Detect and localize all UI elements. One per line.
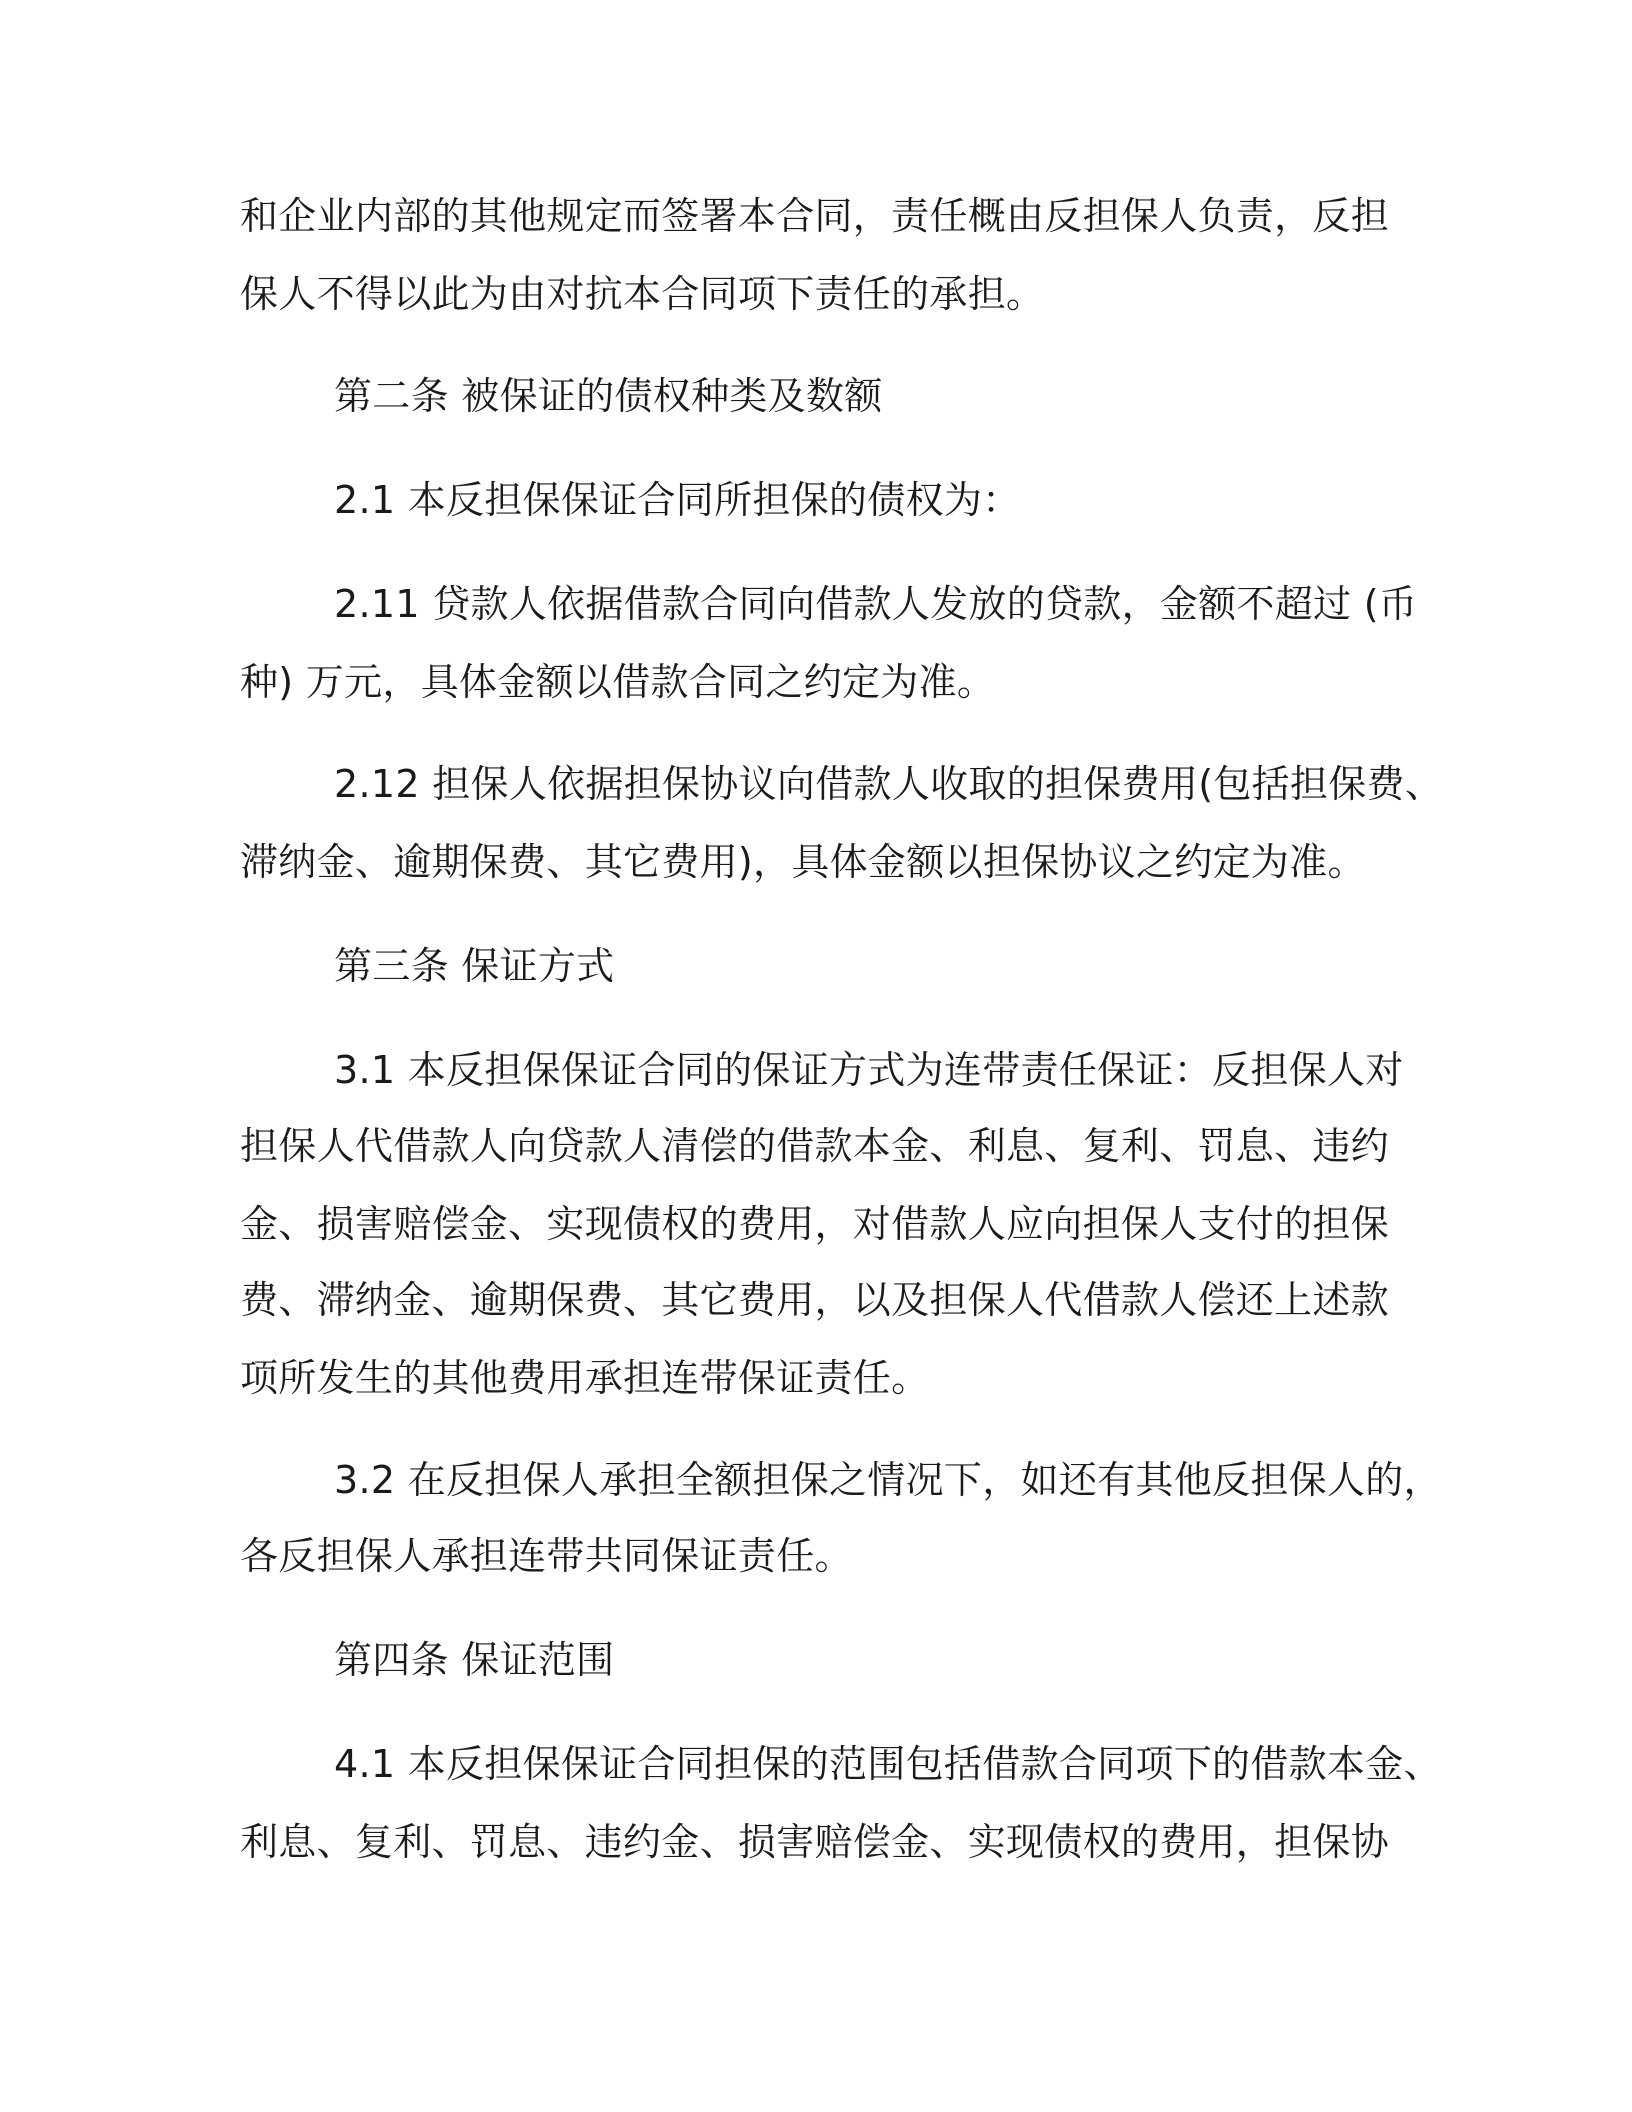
text-line: 各反担保人承担连带共同保证责任。: [240, 1534, 853, 1578]
text-line: 2.11 贷款人依据借款合同向借款人发放的贷款，金额不超过 (币: [334, 582, 1418, 626]
article-heading: 第四条 保证范围: [334, 1638, 615, 1682]
text-line: 3.1 本反担保保证合同的保证方式为连带责任保证：反担保人对: [334, 1048, 1404, 1092]
text-line: 4.1 本反担保保证合同担保的范围包括借款合同项下的借款本金、: [334, 1742, 1442, 1786]
text-line: 利息、复利、罚息、违约金、损害赔偿金、实现债权的费用，担保协: [240, 1820, 1390, 1864]
text-line: 3.2 在反担保人承担全额担保之情况下，如还有其他反担保人的，: [334, 1458, 1442, 1502]
text-line: 种) 万元，具体金额以借款合同之约定为准。: [240, 660, 996, 704]
text-line: 和企业内部的其他规定而签署本合同，责任概由反担保人负责，反担: [240, 194, 1390, 238]
text-line: 金、损害赔偿金、实现债权的费用，对借款人应向担保人支付的担保: [240, 1202, 1390, 1246]
text-line: 费、滞纳金、逾期保费、其它费用，以及担保人代借款人偿还上述款: [240, 1278, 1390, 1322]
text-line: 滞纳金、逾期保费、其它费用)，具体金额以担保协议之约定为准。: [240, 840, 1366, 884]
text-line: 项所发生的其他费用承担连带保证责任。: [240, 1356, 930, 1400]
text-line: 2.1 本反担保保证合同所担保的债权为：: [334, 478, 1021, 522]
text-line: 2.12 担保人依据担保协议向借款人收取的担保费用(包括担保费、: [334, 762, 1444, 806]
article-heading: 第三条 保证方式: [334, 944, 615, 988]
text-line: 保人不得以此为由对抗本合同项下责任的承担。: [240, 272, 1045, 316]
article-heading: 第二条 被保证的债权种类及数额: [334, 374, 883, 418]
text-line: 担保人代借款人向贷款人清偿的借款本金、利息、复利、罚息、违约: [240, 1124, 1390, 1168]
